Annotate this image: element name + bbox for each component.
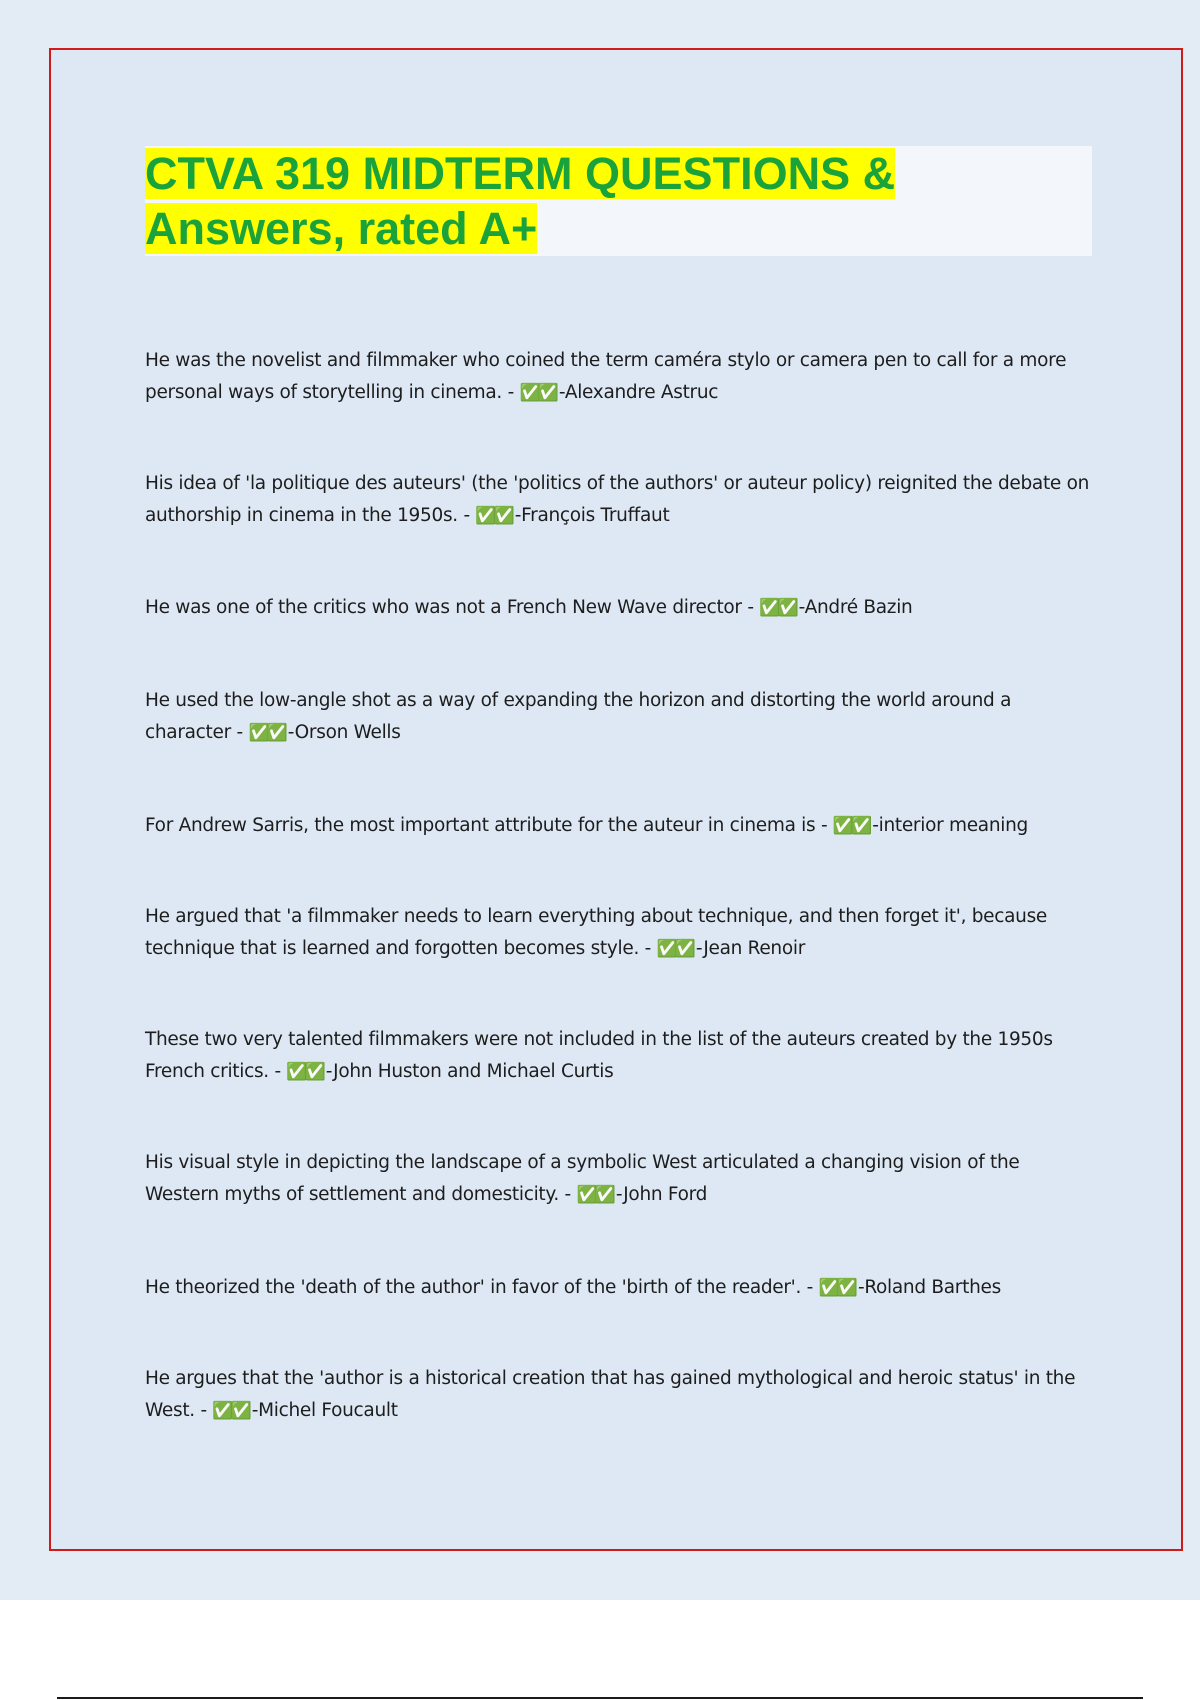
title-line-1: CTVA 319 MIDTERM QUESTIONS & xyxy=(145,148,896,199)
double-check-icon: ✅✅ xyxy=(248,723,285,743)
page-title xyxy=(145,146,965,256)
double-check-icon: ✅✅ xyxy=(519,383,556,403)
double-check-icon: ✅✅ xyxy=(832,816,870,836)
answer-text: -François Truffaut xyxy=(514,505,670,526)
answer-text: -John Ford xyxy=(615,1184,708,1205)
answer-text: -André Bazin xyxy=(798,597,913,618)
footer-divider xyxy=(57,1697,1143,1699)
qa-item xyxy=(145,810,1095,842)
question-text: He used the low-angle shot as a way of expanding the horizon and distorting the world around a character - xyxy=(145,690,1012,743)
double-check-icon: ✅✅ xyxy=(759,598,796,618)
question-text: His visual style in depicting the landscape of a symbolic West articulated a changing vision of the Western myths of settlement and domesticity. - xyxy=(145,1152,1020,1205)
qa-item xyxy=(145,592,1095,624)
answer-text: -Michel Foucault xyxy=(251,1400,398,1421)
answer-text: -Roland Barthes xyxy=(857,1277,1001,1298)
question-text: For Andrew Sarris, the most important attribute for the auteur in cinema is - xyxy=(145,815,833,836)
question-text: He was one of the critics who was not a French New Wave director - xyxy=(145,597,760,618)
answer-text: -Orson Wells xyxy=(287,722,401,743)
answer-text: -Alexandre Astruc xyxy=(558,382,719,403)
double-check-icon: ✅✅ xyxy=(475,506,512,526)
title-line-2: Answers, rated A+ xyxy=(145,203,538,254)
double-check-icon: ✅✅ xyxy=(212,1401,249,1421)
document-frame xyxy=(49,48,1183,1551)
qa-item xyxy=(145,1272,1095,1304)
qa-item xyxy=(145,901,1095,965)
qa-item xyxy=(145,1147,1095,1211)
question-text: His idea of 'la politique des auteurs' (the 'politics of the authors' or auteur policy) reignited the debate on authorship in cinema in the 1950s. - xyxy=(145,473,1090,526)
question-text: He argued that 'a filmmaker needs to learn everything about technique, and then forget it', because technique that is learned and forgotten becomes style. - xyxy=(145,906,1048,959)
question-text: These two very talented filmmakers were not included in the list of the auteurs created by the 1950s French critics. - xyxy=(145,1029,1053,1082)
question-text: He was the novelist and filmmaker who coined the term caméra stylo or camera pen to call for a more personal ways of storytelling in cinema. - xyxy=(145,350,1067,403)
double-check-icon: ✅✅ xyxy=(576,1185,613,1205)
question-text: He theorized the 'death of the author' in favor of the 'birth of the reader'. - xyxy=(145,1277,819,1298)
qa-item xyxy=(145,1363,1095,1427)
question-text: He argues that the 'author is a historical creation that has gained mythological and heroic status' in the West. - xyxy=(145,1368,1076,1421)
qa-item xyxy=(145,468,1095,532)
double-check-icon: ✅✅ xyxy=(286,1062,323,1082)
double-check-icon: ✅✅ xyxy=(656,939,693,959)
double-check-icon: ✅✅ xyxy=(818,1278,855,1298)
answer-text: -John Huston and Michael Curtis xyxy=(325,1061,614,1082)
qa-item xyxy=(145,685,1095,749)
answer-text: -Jean Renoir xyxy=(695,938,806,959)
qa-item xyxy=(145,1024,1095,1088)
answer-text: -interior meaning xyxy=(872,815,1028,836)
qa-item xyxy=(145,345,1095,409)
